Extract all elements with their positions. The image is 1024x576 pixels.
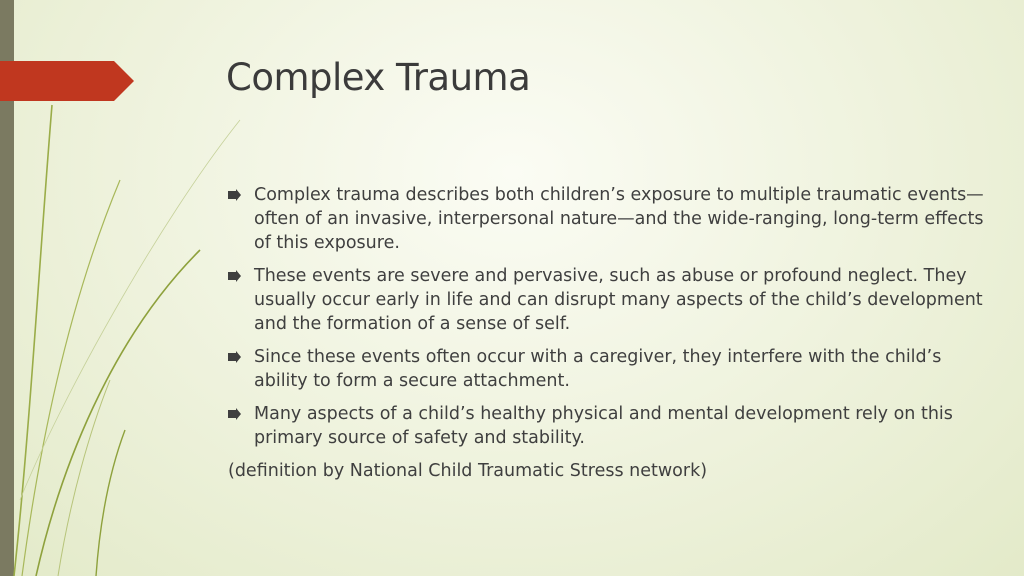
slide-content — [228, 183, 988, 483]
bullet-text: Complex trauma describes both children’s exposure to multiple traumatic events—often of an invasive, interpersonal nature—and the wide-ranging, long-term effects of this exposure. — [254, 185, 984, 253]
arrow-bullet-icon — [228, 408, 241, 420]
bullet-text: Since these events often occur with a caregiver, they interfere with the child’s ability to form a secure attachment. — [254, 347, 942, 391]
definition-source-note: (definition by National Child Traumatic Stress network) — [228, 461, 708, 481]
bullet-item — [228, 345, 988, 393]
bullet-text: These events are severe and pervasive, such as abuse or profound neglect. They usually occur early in life and can disrupt many aspects of the child’s development and the formation of a sense of self. — [254, 266, 983, 334]
arrow-bullet-icon — [228, 189, 241, 201]
bullet-item — [228, 264, 988, 336]
bullet-item — [228, 183, 988, 255]
bullet-text: Many aspects of a child’s healthy physical and mental development rely on this primary source of safety and stability. — [254, 404, 953, 448]
title-accent-tab — [0, 61, 134, 101]
arrow-bullet-icon — [228, 351, 241, 363]
bullet-item — [228, 402, 988, 450]
slide-title: Complex Trauma — [226, 56, 531, 99]
arrow-bullet-icon — [228, 270, 241, 282]
